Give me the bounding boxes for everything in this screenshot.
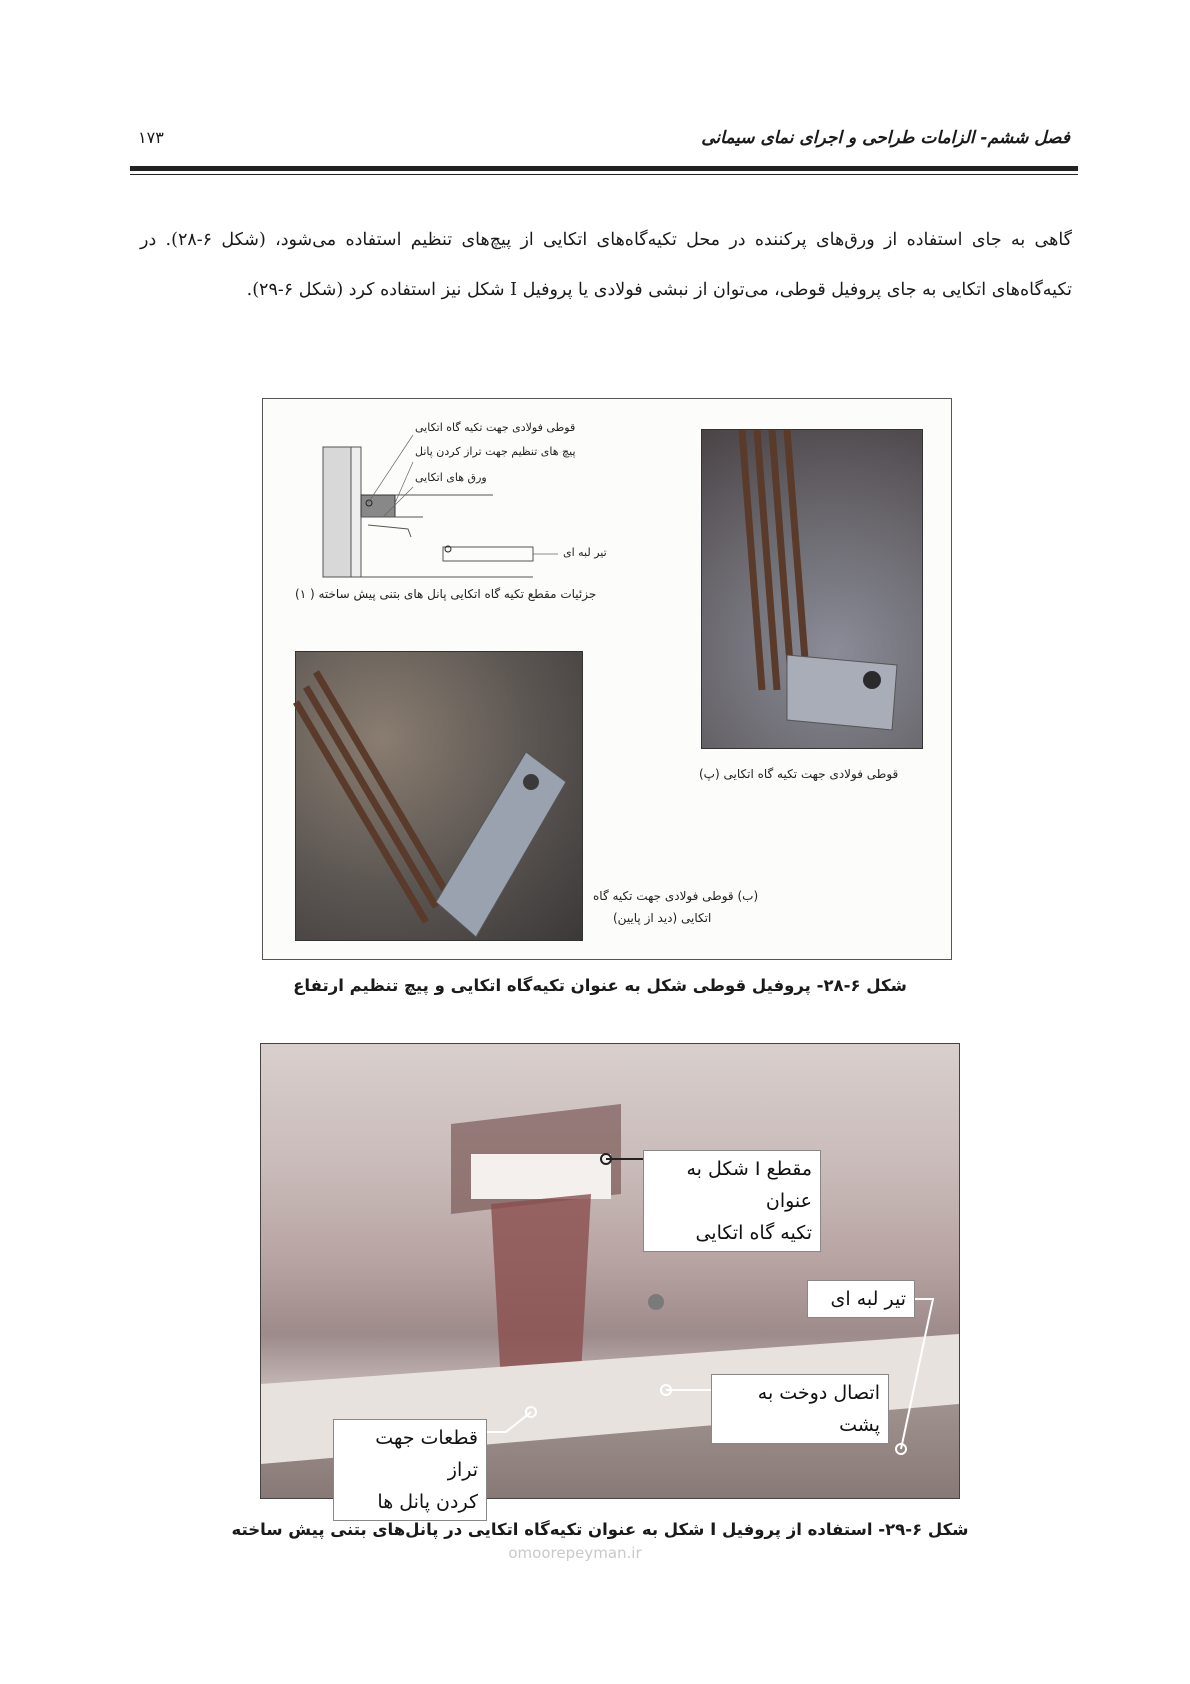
figure-28-caption: شکل ۶-۲۸- پروفیل قوطی شکل به عنوان تکیه‌گاه اتکایی و پیچ تنظیم ارتفاع xyxy=(293,976,907,995)
callout-i-section xyxy=(643,1150,821,1252)
figure-29-photo xyxy=(260,1043,960,1513)
callout-weld: اتصال دوخت به پشت xyxy=(711,1374,889,1444)
figure-28 xyxy=(262,398,952,960)
photo-b-caption-1: (ب) قوطی فولادی جهت تکیه گاه xyxy=(593,889,759,903)
page-number: ۱۷۳ xyxy=(138,128,164,147)
label-leveling-bolts: پیچ های تنظیم جهت تراز کردن پانل xyxy=(415,445,576,458)
body-paragraph: گاهی به جای استفاده از ورق‌های پرکننده در محل تکیه‌گاه‌های اتکایی از پیچ‌های تنظیم استفاده می‌شود، (شکل ۶-۲۸). در تکیه‌گاه‌های اتکایی به جای پروفیل قوطی، می‌توان از نبشی فولادی یا پروفیل I شکل نیز استفاده کرد (شکل ۶-۲۹). xyxy=(140,230,1072,300)
photo-p-caption: قوطی فولادی جهت تکیه گاه اتکایی (پ) xyxy=(699,767,899,781)
figure-29-caption: شکل ۶-۲۹- استفاده از پروفیل I شکل به عنوان تکیه‌گاه اتکایی در پانل‌های بتنی پیش ساخته xyxy=(231,1520,969,1539)
header-rule xyxy=(130,166,1078,171)
label-box-steel: قوطی فولادی جهت تکیه گاه اتکایی xyxy=(415,421,576,434)
label-bearing-plates: ورق های اتکایی xyxy=(415,471,487,484)
photo-b-caption-2: اتکایی (دید از پایین) xyxy=(613,911,712,925)
callout-i-section-line1: مقطع I شکل به عنوان xyxy=(686,1158,812,1212)
chapter-title: فصل ششم- الزامات طراحی و اجرای نمای سیمانی xyxy=(701,128,1070,148)
label-edge-beam: تیر لبه ای xyxy=(563,546,607,559)
photo-box-steel xyxy=(701,429,923,749)
photo-box-steel-bottom-view xyxy=(295,651,583,941)
callout-leveling-line1: قطعات جهت تراز xyxy=(375,1427,478,1481)
callout-leveling-line2: کردن پانل ها xyxy=(377,1491,478,1513)
callout-leveling xyxy=(333,1419,487,1521)
section-caption: جزئیات مقطع تکیه گاه اتکایی پانل های بتنی پیش ساخته ( ۱) xyxy=(295,587,597,601)
callout-edge-beam: تیر لبه ای xyxy=(807,1280,915,1318)
watermark: omoorepeyman.ir xyxy=(508,1544,642,1562)
callout-i-section-line2: تکیه گاه اتکایی xyxy=(695,1222,812,1244)
header-rule-thin xyxy=(130,174,1078,175)
